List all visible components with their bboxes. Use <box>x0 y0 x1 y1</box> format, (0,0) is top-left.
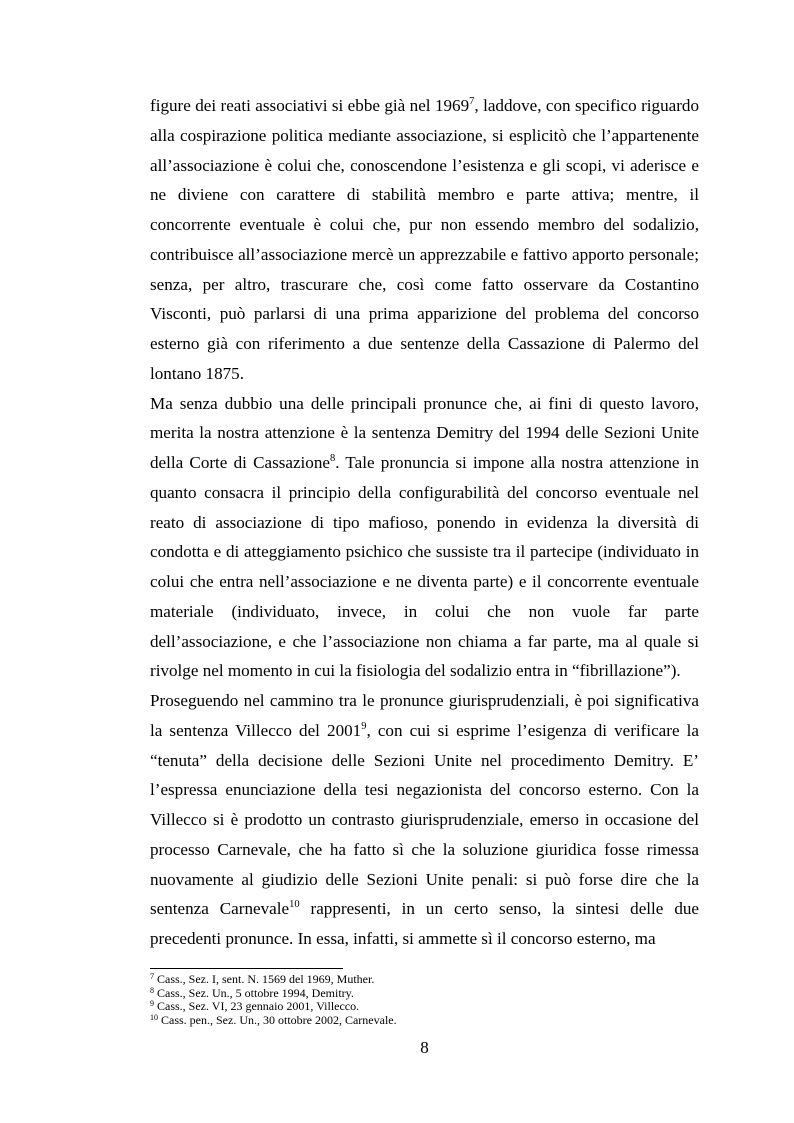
paragraph-3-text-b: , con cui si esprime l’esigenza di verificare la “tenuta” della decisione delle Sezioni Unite nel procedimento Demitry. E’ l’espressa enunciazione della tesi negazionista del concorso esterno. Con la Villecco si è prodotto un contrasto giurisprudenziale, emerso in occasione del processo Carnevale, che ha fatto sì che la soluzione giuridica fosse rimessa nuovamente al giudizio delle Sezioni Unite penali: si può forse dire che la sentenza Carnevale <box>150 720 699 919</box>
footnote-7-text: Cass., Sez. I, sent. N. 1569 del 1969, Muther. <box>154 972 375 986</box>
paragraph-1-text-b: , laddove, con specifico riguardo alla cospirazione politica mediante associazione, si esplicitò che l’appartenente all’associazione è colui che, conoscendone l’esistenza e gli scopi, vi aderisce e ne diviene con carattere di stabilità membro e parte attiva; mentre, il concorrente eventuale è colui che, pur non essendo membro del sodalizio, contribuisce all’associazione mercè un apprezzabile e fattivo apporto personale; senza, per altro, trascurare che, così come fatto osservare da Costantino Visconti, può parlarsi di una prima apparizione del problema del concorso esterno già con riferimento a due sentenze della Cassazione di Palermo del lontano 1875. <box>150 96 700 383</box>
body-text <box>150 91 699 954</box>
footnote-7 <box>150 973 699 987</box>
paragraph-2-text-b: . Tale pronuncia si impone alla nostra attenzione in quanto consacra il principio della configurabilità del concorso eventuale nel reato di associazione di tipo mafioso, ponendo in evidenza la diversità di condotta e di atteggiamento psichico che sussiste tra il partecipe (individuato in colui che entra nell’associazione e ne diventa parte) e il concorrente eventuale materiale (individuato, invece, in colui che non vuole far parte dell’associazione, e che l’associazione non chiama a far parte, ma al quale si rivolge nel momento in cui la fisiologia del sodalizio entra in “fibrillazione”). <box>150 453 699 681</box>
footnote-9-number: 9 <box>150 999 154 1009</box>
footnote-ref-10[interactable]: 10 <box>289 899 300 911</box>
footnote-ref-8[interactable]: 8 <box>330 453 336 464</box>
footnote-9-text: Cass., Sez. VI, 23 gennaio 2001, Villecco. <box>154 999 360 1014</box>
footnote-8 <box>150 987 699 1001</box>
footnote-ref-7[interactable]: 7 <box>469 96 475 107</box>
paragraph-3-text-c: rappresenti, in un certo senso, la sintesi delle due precedenti pronunce. In essa, infatti, si ammette sì il concorso esterno, ma <box>150 899 700 948</box>
footnote-9 <box>150 1000 699 1014</box>
paragraph-2 <box>150 389 699 687</box>
footnote-8-number: 8 <box>150 985 154 995</box>
paragraph-2-text-a: Ma senza dubbio una delle principali pronunce che, ai fini di questo lavoro, merita la nostra attenzione è la sentenza Demitry del 1994 delle Sezioni Unite della Corte di Cassazione <box>150 393 699 472</box>
paragraph-3-text-a: Proseguendo nel cammino tra le pronunce giurisprudenziali, è poi significativa la sentenza Villecco del 2001 <box>150 691 699 740</box>
footnote-separator <box>150 968 343 969</box>
footnote-7-number: 7 <box>150 972 154 981</box>
footnote-8-text: Cass., Sez. Un., 5 ottobre 1994, Demitry. <box>154 985 354 1000</box>
footnotes <box>150 973 699 1027</box>
paragraph-1 <box>150 91 699 389</box>
paragraph-3 <box>150 686 699 954</box>
footnote-ref-9[interactable]: 9 <box>361 720 367 732</box>
paragraph-1-text-a: figure dei reati associativi si ebbe già nel 1969 <box>150 96 470 115</box>
page-number: 8 <box>420 1038 429 1057</box>
footnote-10-text: Cass. pen., Sez. Un., 30 ottobre 2002, Carnevale. <box>158 1012 397 1027</box>
footnote-10 <box>150 1014 699 1028</box>
footnote-10-number: 10 <box>150 1012 158 1022</box>
